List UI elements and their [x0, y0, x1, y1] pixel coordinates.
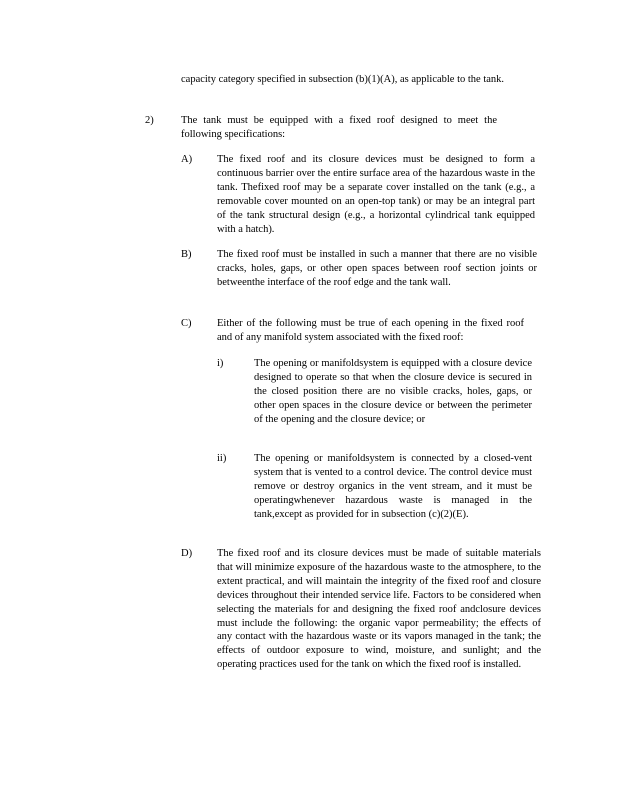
subitem-b-paragraph: The fixed roof must be installed in such a manner that there are no visible cracks, holes, gaps, or other open spaces between roof section joints or betweenthe interface of the roof edge and the tank wall.: [217, 249, 537, 288]
subitem-d-paragraph: The fixed roof and its closure devices must be made of suitable materials that will minimize exposure of the hazardous waste to the atmosphere, to the extent practical, and will maintain the integrity of the fixed roof and closure devices throughout their intended service life. Factors to be considered when selecting the materials for and designing the fixed roof andclosure devices must include the following: the organic vapor permeability; the effects of any contact with the hazardous waste or its vapors managed in the tank; the effects of outdoor exposure to wind, moisture, and sunlight; and the operating practices used for the tank on which the fixed roof is installed.: [217, 548, 541, 671]
item-2-number: 2): [145, 115, 154, 126]
subitem-c-ii-paragraph: The opening or manifoldsystem is connected by a closed-vent system that is vented to a control device. The control device must remove or destroy organics in the vent stream, and it must be operatingwhenever hazardous waste is managed in the tank,except as provided for in subsection (c)(2)(E).: [254, 453, 532, 520]
subitem-c-paragraph: Either of the following must be true of each opening in the fixed roof and of any manifold system associated with the fixed roof:: [217, 318, 524, 343]
subitem-c-i-paragraph: The opening or manifoldsystem is equipped with a closure device designed to operate so that when the closure device is secured in the closed position there are no visible cracks, holes, gaps, or other open spaces in the closure device or between the perimeter of the opening and the closure device; or: [254, 358, 532, 425]
subitem-d-label: D): [181, 548, 193, 559]
subitem-c-i-label: i): [217, 358, 224, 369]
subitem-b-label: B): [181, 249, 192, 260]
intro-continuation-paragraph: capacity category specified in subsection (b)(1)(A), as applicable to the tank.: [181, 74, 505, 85]
item-2-paragraph: The tank must be equipped with a fixed roof designed to meet the following specifications:: [181, 115, 497, 140]
subitem-a-paragraph: The fixed roof and its closure devices must be designed to form a continuous barrier over the entire surface area of the hazardous waste in the tank. Thefixed roof may be a separate cover installed on the tank (e.g., a removable cover mounted on an open-top tank) or may be an integral part of the tank structural design (e.g., a horizontal cylindrical tank equipped with a hatch).: [217, 154, 535, 235]
subitem-a-label: A): [181, 154, 193, 165]
subitem-c-label: C): [181, 318, 192, 329]
subitem-c-ii-label: ii): [217, 453, 227, 464]
